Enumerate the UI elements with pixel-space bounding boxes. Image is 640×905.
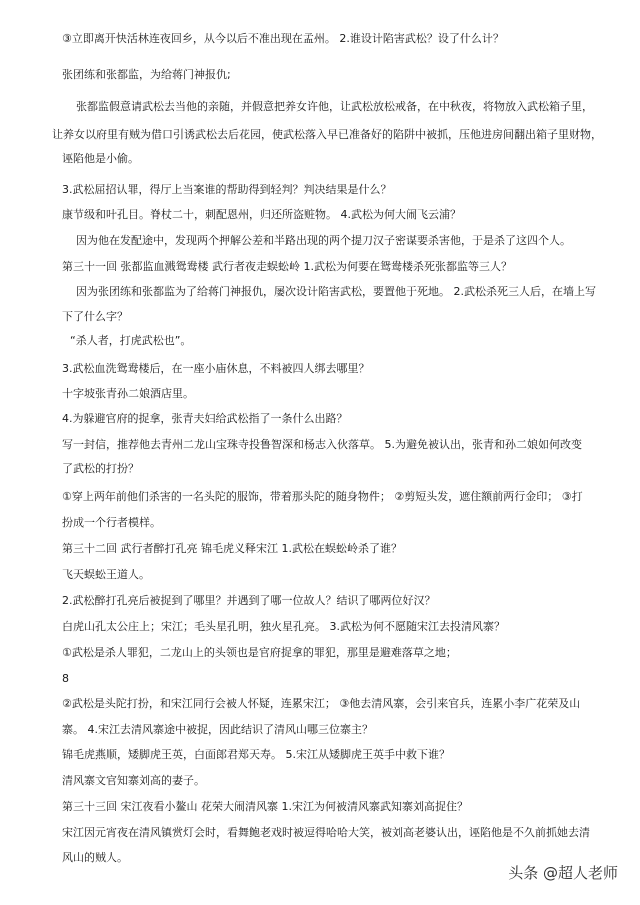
text-line: 让养女以府里有贼为借口引诱武松去后花园，使武松落入早已准备好的陷阱中被抓，压他进房间翻出箱子里财物， bbox=[52, 128, 602, 141]
text-line: 锦毛虎燕顺，矮脚虎王英，白面郎君郑天寿。 5.宋江从矮脚虎王英手中救下谁？ bbox=[62, 748, 450, 761]
text-line: 3.武松屈招认罪，得厅上当案谁的帮助得到轻判？判决结果是什么？ bbox=[62, 183, 392, 196]
text-line: 白虎山孔太公庄上；宋江；毛头星孔明，独火星孔亮。 3.武松为何不愿随宋江去投清风寨？ bbox=[62, 620, 505, 633]
text-line: 十字坡张青孙二娘酒店里。 bbox=[62, 387, 194, 400]
text-line: 康节级和叶孔目。脊杖二十，刺配恩州，归还所盗赃物。 4.武松为何大闹飞云浦？ bbox=[62, 208, 461, 221]
section-heading: 第三十三回 宋江夜看小鳌山 花荣大闹清风寨 1.宋江为何被清风寨武知寨刘高捉住？ bbox=[62, 800, 468, 813]
text-line: “杀人者，打虎武松也”。 bbox=[70, 334, 192, 347]
text-line: 诬陷他是小偷。 bbox=[62, 152, 139, 165]
text-line: 下了什么字？ bbox=[62, 310, 128, 323]
text-line: 2.武松醉打孔亮后被捉到了哪里？并遇到了哪一位故人？结识了哪两位好汉？ bbox=[62, 594, 436, 607]
text-line: 宋江因元宵夜在清风镇赏灯会时，看舞鲍老戏时被逗得哈哈大笑，被刘高老婆认出，诬陷他是不久前抓她去清 bbox=[62, 826, 590, 839]
page-number: 8 bbox=[62, 672, 69, 685]
text-line: 飞天蜈蚣王道人。 bbox=[62, 568, 150, 581]
text-line: 扮成一个行者模样。 bbox=[62, 516, 161, 529]
text-line: ①武松是杀人罪犯，二龙山上的头领也是官府捉拿的罪犯，那里是避难落草之地； bbox=[62, 646, 457, 659]
text-line: ②武松是头陀打扮，和宋江同行会被人怀疑，连累宋江； ③他去清风寨，会引来官兵，连累小李广花荣及山 bbox=[62, 697, 581, 710]
text-line: 风山的贼人。 bbox=[62, 851, 128, 864]
text-line: 张团练和张都监，为给蒋门神报仇; bbox=[62, 68, 231, 81]
text-line: 写一封信，推荐他去青州二龙山宝珠寺投鲁智深和杨志入伙落草。 5.为避免被认出，张青和孙二娘如何改变 bbox=[62, 438, 582, 451]
text-line: 寨。 4.宋江去清风寨途中被捉，因此结识了清风山哪三位寨主？ bbox=[62, 723, 373, 736]
section-heading: 第三十二回 武行者醉打孔亮 锦毛虎义释宋江 1.武松在蜈蚣岭杀了谁？ bbox=[62, 542, 402, 555]
text-line: ③立即离开快活林连夜回乡，从今以后不准出现在孟州。 2.谁设计陷害武松？设了什么计？ bbox=[62, 32, 504, 45]
text-line: ①穿上两年前他们杀害的一名头陀的服饰，带着那头陀的随身物件； ②剪短头发，遮住额前两行金印； ③打 bbox=[62, 490, 583, 503]
text-line: 4.为躲避官府的捉拿，张青夫妇给武松指了一条什么出路？ bbox=[62, 412, 348, 425]
text-line: 因为他在发配途中，发现两个押解公差和半路出现的两个提刀汉子密谋要杀害他，于是杀了这四个人。 bbox=[76, 234, 571, 247]
text-line: 了武松的打扮？ bbox=[62, 462, 139, 475]
watermark: 头条 @超人老师 bbox=[508, 864, 618, 882]
text-line: 清风寨文官知寨刘高的妻子。 bbox=[62, 774, 205, 787]
text-line: 张都监假意请武松去当他的亲随，并假意把养女许他，让武松放松戒备，在中秋夜，将物放入武松箱子里， bbox=[76, 100, 593, 113]
text-line: 3.武松血洗鸳鸯楼后，在一座小庙休息，不料被四人绑去哪里？ bbox=[62, 362, 370, 375]
section-heading: 第三十一回 张都监血溅鸳鸯楼 武行者夜走蜈蚣岭 1.武松为何要在鸳鸯楼杀死张都监等三人？ bbox=[62, 260, 512, 273]
text-line: 因为张团练和张都监为了给蒋门神报仇，屡次设计陷害武松，要置他于死地。 2.武松杀死三人后，在墙上写 bbox=[76, 285, 596, 298]
